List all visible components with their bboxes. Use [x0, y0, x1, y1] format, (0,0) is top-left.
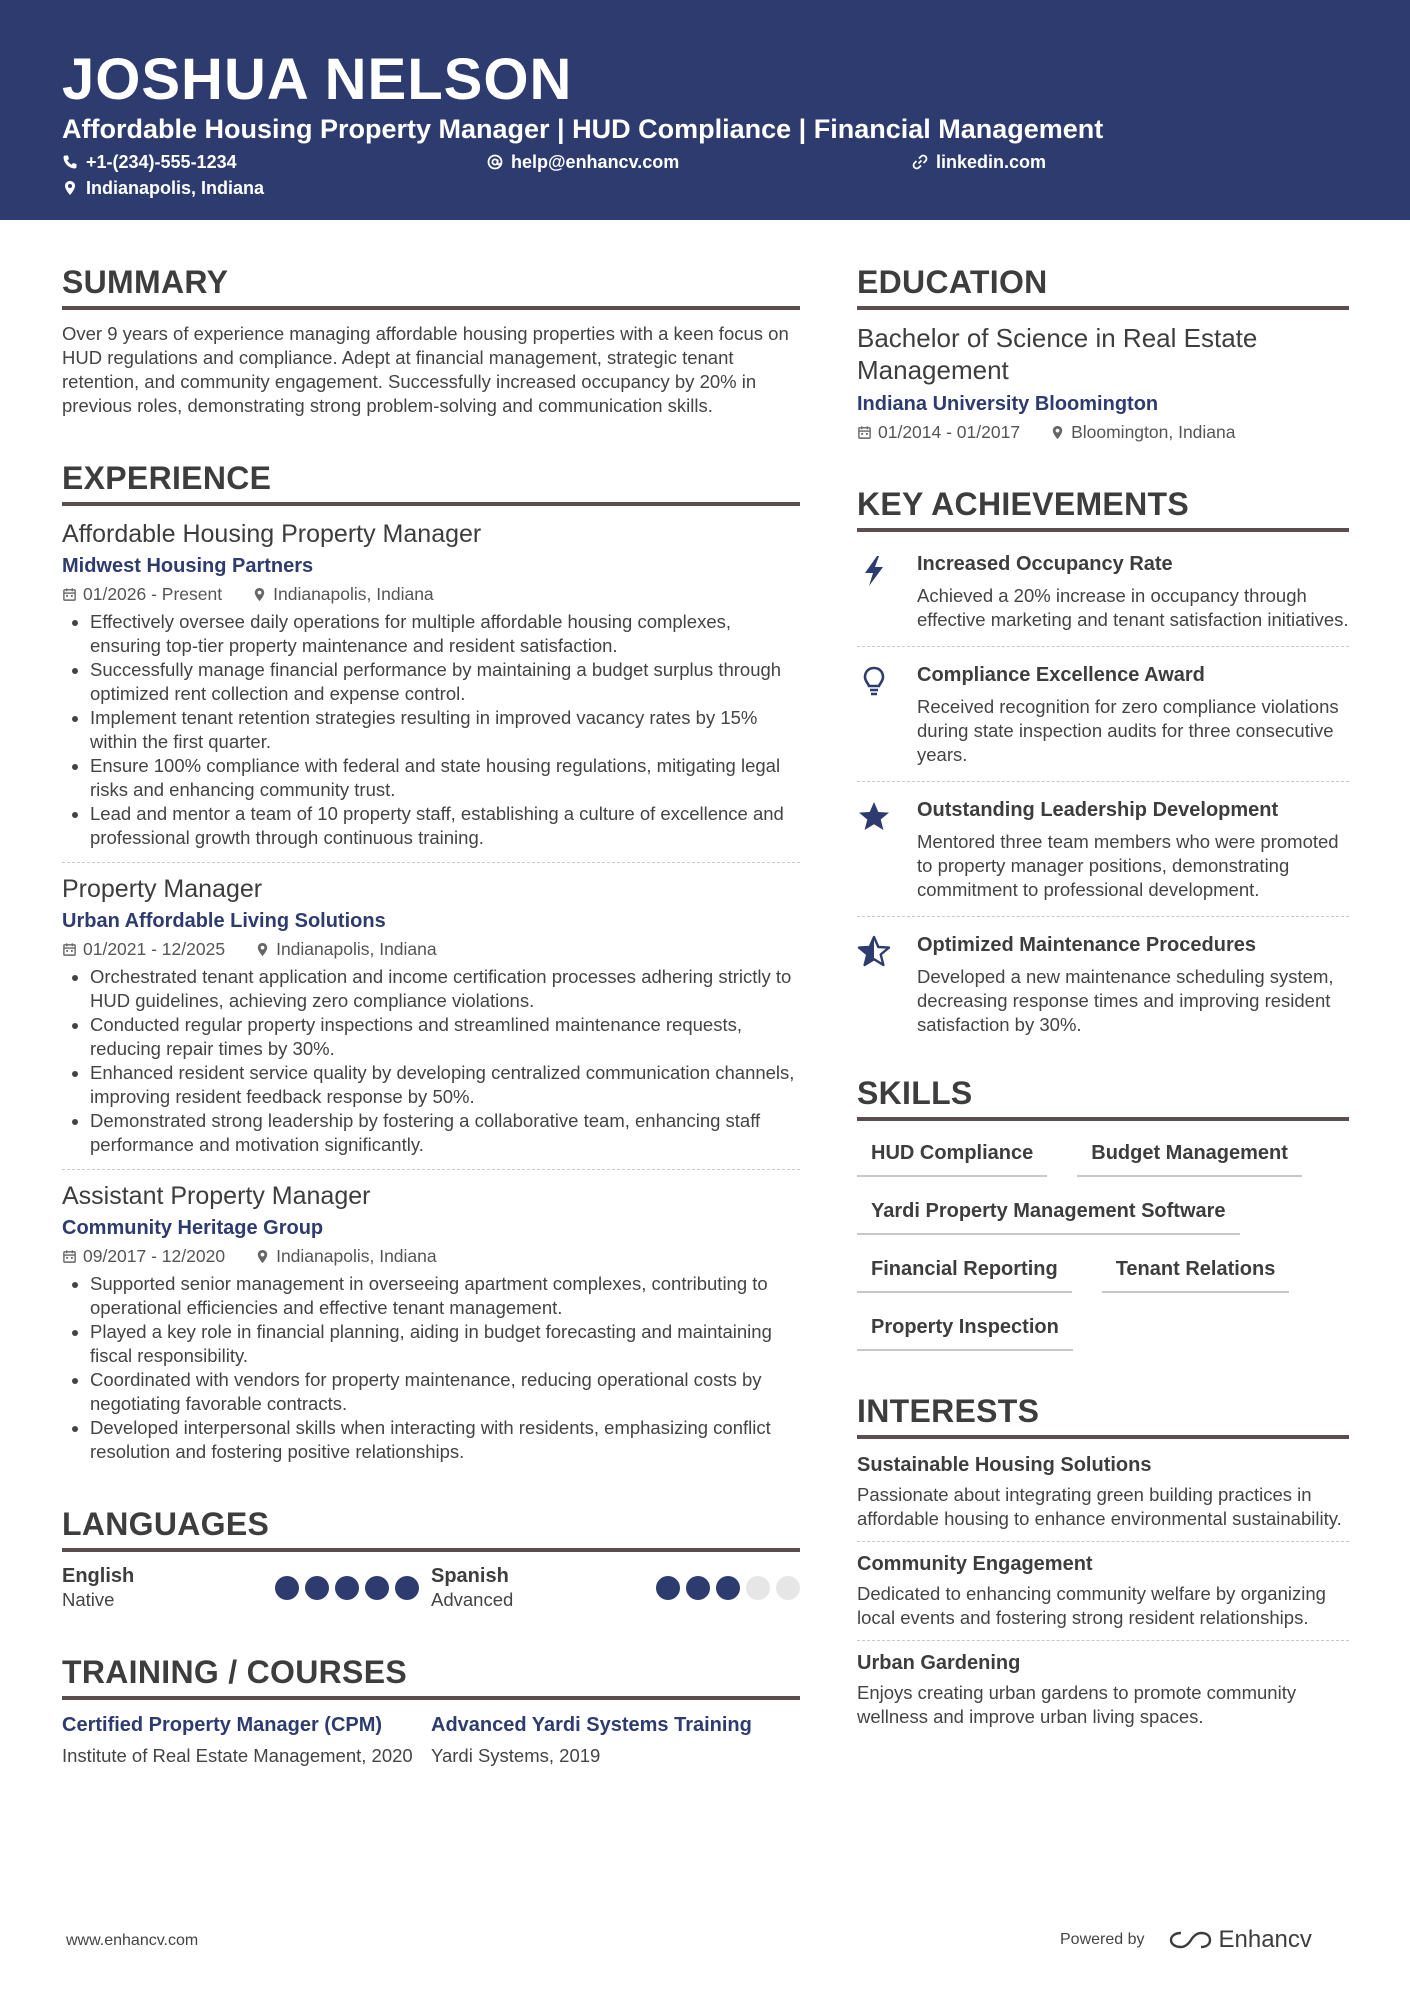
enhancv-logo-icon: [1167, 1928, 1213, 1952]
job-bullet: • Effectively oversee daily operations for multiple affordable housing complexes, ensuring top-tier property maintenance and resident satisfaction.: [90, 610, 800, 658]
job-entry: [62, 1180, 800, 1464]
achievement-title: Increased Occupancy Rate: [917, 553, 1173, 575]
skill-tag: Property Inspection: [857, 1313, 1073, 1351]
training-heading: TRAINING / COURSES: [62, 1652, 800, 1700]
summary-heading: SUMMARY: [62, 262, 800, 310]
job-bullet: • Played a key role in financial planning, aiding in budget forecasting and maintaining fiscal responsibility.: [90, 1320, 800, 1368]
achievement-item: [857, 925, 1349, 1043]
achievement-title: Compliance Excellence Award: [917, 664, 1205, 686]
right-column: [857, 262, 1349, 1729]
divider: [62, 862, 800, 863]
achievements-heading: KEY ACHIEVEMENTS: [857, 484, 1349, 532]
interest-item: [857, 1451, 1349, 1531]
job-location: Indianapolis, Indiana: [273, 584, 434, 604]
skills-section: [857, 1073, 1349, 1351]
job-dates: 01/2026 - Present: [83, 584, 223, 604]
skill-tag: HUD Compliance: [857, 1139, 1047, 1177]
divider: [857, 1541, 1349, 1542]
interests-heading: INTERESTS: [857, 1391, 1349, 1439]
job-bullet: • Conducted regular property inspections and streamlined maintenance requests, reducing repair times by 30%.: [90, 1013, 800, 1061]
language-rating: [275, 1576, 419, 1612]
star-icon: [857, 800, 891, 834]
interest-title: Urban Gardening: [857, 1652, 1021, 1674]
interest-item: [857, 1649, 1349, 1729]
lightning-icon: [857, 554, 891, 588]
achievement-desc: Received recognition for zero compliance violations during state inspection audits for three consecutive years.: [917, 696, 1339, 765]
job-bullet: • Demonstrated strong leadership by fostering a collaborative team, enhancing staff performance and motivation significantly.: [90, 1109, 800, 1157]
linkedin-text: linkedin.com: [936, 152, 1047, 172]
education-location: Bloomington, Indiana: [1071, 422, 1236, 442]
education-heading: EDUCATION: [857, 262, 1349, 310]
divider: [857, 1640, 1349, 1641]
job-title: Assistant Property Manager: [62, 1182, 371, 1210]
skill-tag: Tenant Relations: [1102, 1255, 1290, 1293]
language-name: English: [62, 1565, 135, 1587]
phone-icon: [62, 154, 78, 170]
skill-tag: Yardi Property Management Software: [857, 1197, 1240, 1235]
achievement-title: Outstanding Leadership Development: [917, 799, 1279, 821]
rating-dot: [686, 1576, 710, 1600]
experience-heading: EXPERIENCE: [62, 458, 800, 506]
divider: [62, 1169, 800, 1170]
job-entry: [62, 873, 800, 1157]
job-bullet: • Implement tenant retention strategies resulting in improved vacancy rates by 15% within the first quarter.: [90, 706, 800, 754]
brand-logo[interactable]: [1167, 1926, 1312, 1954]
language-rating: [656, 1576, 800, 1612]
rating-dot: [365, 1576, 389, 1600]
course-provider: Yardi Systems, 2019: [431, 1745, 601, 1766]
contact-linkedin[interactable]: [912, 150, 1046, 174]
language-level: Advanced: [431, 1589, 514, 1610]
contact-phone[interactable]: [62, 150, 237, 174]
achievements-section: [857, 484, 1349, 1043]
rating-dot: [776, 1576, 800, 1600]
achievement-item: [857, 544, 1349, 638]
job-company: Community Heritage Group: [62, 1217, 324, 1239]
resume-header: [0, 0, 1410, 220]
job-location: Indianapolis, Indiana: [276, 1246, 437, 1266]
location-pin-icon: [252, 587, 267, 602]
job-entry: [62, 518, 800, 850]
courses-list: [62, 1712, 800, 1768]
achievement-desc: Developed a new maintenance scheduling system, decreasing response times and improving resident satisfaction by 30%.: [917, 966, 1334, 1035]
footer-website[interactable]: www.enhancv.com: [66, 1932, 199, 1949]
education-school: Indiana University Bloomington: [857, 393, 1159, 415]
achievement-title: Optimized Maintenance Procedures: [917, 934, 1256, 956]
rating-dot: [746, 1576, 770, 1600]
languages-section: [62, 1504, 800, 1612]
location-pin-icon: [62, 180, 78, 196]
course-provider: Institute of Real Estate Management, 2020: [62, 1745, 413, 1766]
rating-dot: [395, 1576, 419, 1600]
calendar-icon: [62, 1249, 77, 1264]
calendar-icon: [62, 587, 77, 602]
at-icon: [487, 154, 503, 170]
divider: [857, 916, 1349, 917]
job-location: Indianapolis, Indiana: [276, 939, 437, 959]
job-bullets: [62, 965, 800, 1157]
job-company: Midwest Housing Partners: [62, 555, 314, 577]
job-bullet: • Developed interpersonal skills when interacting with residents, emphasizing conflict resolution and fostering positive relationships.: [90, 1416, 800, 1464]
interest-title: Sustainable Housing Solutions: [857, 1454, 1152, 1476]
contact-email[interactable]: [487, 150, 679, 174]
skill-tag: Financial Reporting: [857, 1255, 1072, 1293]
job-bullet: • Enhanced resident service quality by developing centralized communication channels, improving resident feedback response by 50%.: [90, 1061, 800, 1109]
contact-location: [62, 176, 264, 200]
candidate-title: Affordable Housing Property Manager | HUD Compliance | Financial Management: [62, 114, 1104, 144]
skills-heading: SKILLS: [857, 1073, 1349, 1121]
course-item: [431, 1712, 800, 1768]
interest-title: Community Engagement: [857, 1553, 1093, 1575]
experience-section: [62, 458, 800, 1464]
star-half-icon: [857, 935, 891, 969]
job-bullet: • Orchestrated tenant application and income certification processes adhering strictly to HUD guidelines, achieving zero compliance violations.: [90, 965, 800, 1013]
location-text: Indianapolis, Indiana: [86, 178, 265, 198]
rating-dot: [716, 1576, 740, 1600]
languages-list: [62, 1564, 800, 1612]
lightbulb-icon: [857, 665, 891, 699]
email-text: help@enhancv.com: [511, 152, 680, 172]
job-meta: [62, 937, 800, 961]
job-bullets: [62, 1272, 800, 1464]
interest-desc: Enjoys creating urban gardens to promote community wellness and improve urban living spaces.: [857, 1682, 1297, 1727]
education-dates: 01/2014 - 01/2017: [878, 422, 1021, 442]
job-bullets: [62, 610, 800, 850]
phone-text: +1-(234)-555-1234: [86, 152, 237, 172]
job-dates: 09/2017 - 12/2020: [83, 1246, 226, 1266]
job-bullet: • Supported senior management in overseeing apartment complexes, contributing to operational efficiencies and effective tenant management.: [90, 1272, 800, 1320]
achievement-desc: Mentored three team members who were promoted to property manager positions, demonstrating commitment to professional development.: [917, 831, 1339, 900]
calendar-icon: [857, 425, 872, 440]
candidate-name: JOSHUA NELSON: [62, 47, 573, 112]
powered-by-label: Powered by: [1060, 1931, 1145, 1948]
job-meta: [62, 582, 800, 606]
job-bullet: • Coordinated with vendors for property maintenance, reducing operational costs by negotiating favorable contracts.: [90, 1368, 800, 1416]
divider: [857, 646, 1349, 647]
job-title: Property Manager: [62, 875, 263, 903]
job-bullet: • Ensure 100% compliance with federal and state housing regulations, mitigating legal risks and enhancing community trust.: [90, 754, 800, 802]
job-meta: [62, 1244, 800, 1268]
course-title: Advanced Yardi Systems Training: [431, 1714, 752, 1736]
job-bullet: • Successfully manage financial performance by maintaining a budget surplus through optimized rent collection and expense control.: [90, 658, 800, 706]
training-section: [62, 1652, 800, 1768]
location-pin-icon: [1050, 425, 1065, 440]
achievement-item: [857, 790, 1349, 908]
job-dates: 01/2021 - 12/2025: [83, 939, 226, 959]
rating-dot: [305, 1576, 329, 1600]
achievement-desc: Achieved a 20% increase in occupancy through effective marketing and tenant satisfaction initiatives.: [917, 585, 1349, 630]
language-level: Native: [62, 1589, 115, 1610]
interest-item: [857, 1550, 1349, 1630]
language-name: Spanish: [431, 1565, 509, 1587]
rating-dot: [335, 1576, 359, 1600]
summary-text: Over 9 years of experience managing affordable housing properties with a keen focus on HUD regulations and compliance. Adept at financial management, strategic tenant retention, and community engagement. Successfully increased occupancy by 20% in previous roles, demonstrating strong problem-solving and communication skills.: [62, 323, 789, 416]
skills-list: [857, 1133, 1349, 1351]
interest-desc: Passionate about integrating green building practices in affordable housing to enhance environmental sustainability.: [857, 1484, 1342, 1529]
job-company: Urban Affordable Living Solutions: [62, 910, 386, 932]
course-item: [62, 1712, 431, 1768]
location-pin-icon: [255, 942, 270, 957]
education-section: [857, 262, 1349, 444]
left-column: [62, 262, 800, 1768]
languages-heading: LANGUAGES: [62, 1504, 800, 1552]
job-title: Affordable Housing Property Manager: [62, 520, 482, 548]
summary-section: [62, 262, 800, 418]
rating-dot: [656, 1576, 680, 1600]
rating-dot: [275, 1576, 299, 1600]
achievement-item: [857, 655, 1349, 773]
language-item: [62, 1564, 431, 1612]
education-meta: [857, 420, 1349, 444]
footer-brand: [1060, 1926, 1312, 1954]
brand-name: Enhancv: [1218, 1926, 1312, 1953]
divider: [857, 781, 1349, 782]
calendar-icon: [62, 942, 77, 957]
location-pin-icon: [255, 1249, 270, 1264]
job-bullet: • Lead and mentor a team of 10 property staff, establishing a culture of excellence and professional growth through continuous training.: [90, 802, 800, 850]
link-icon: [912, 154, 928, 170]
interests-section: [857, 1391, 1349, 1729]
education-degree: Bachelor of Science in Real Estate Management: [857, 323, 1258, 385]
interest-desc: Dedicated to enhancing community welfare by organizing local events and fostering strong resident relationships.: [857, 1583, 1326, 1628]
skill-tag: Budget Management: [1077, 1139, 1302, 1177]
course-title: Certified Property Manager (CPM): [62, 1714, 383, 1736]
language-item: [431, 1564, 800, 1612]
